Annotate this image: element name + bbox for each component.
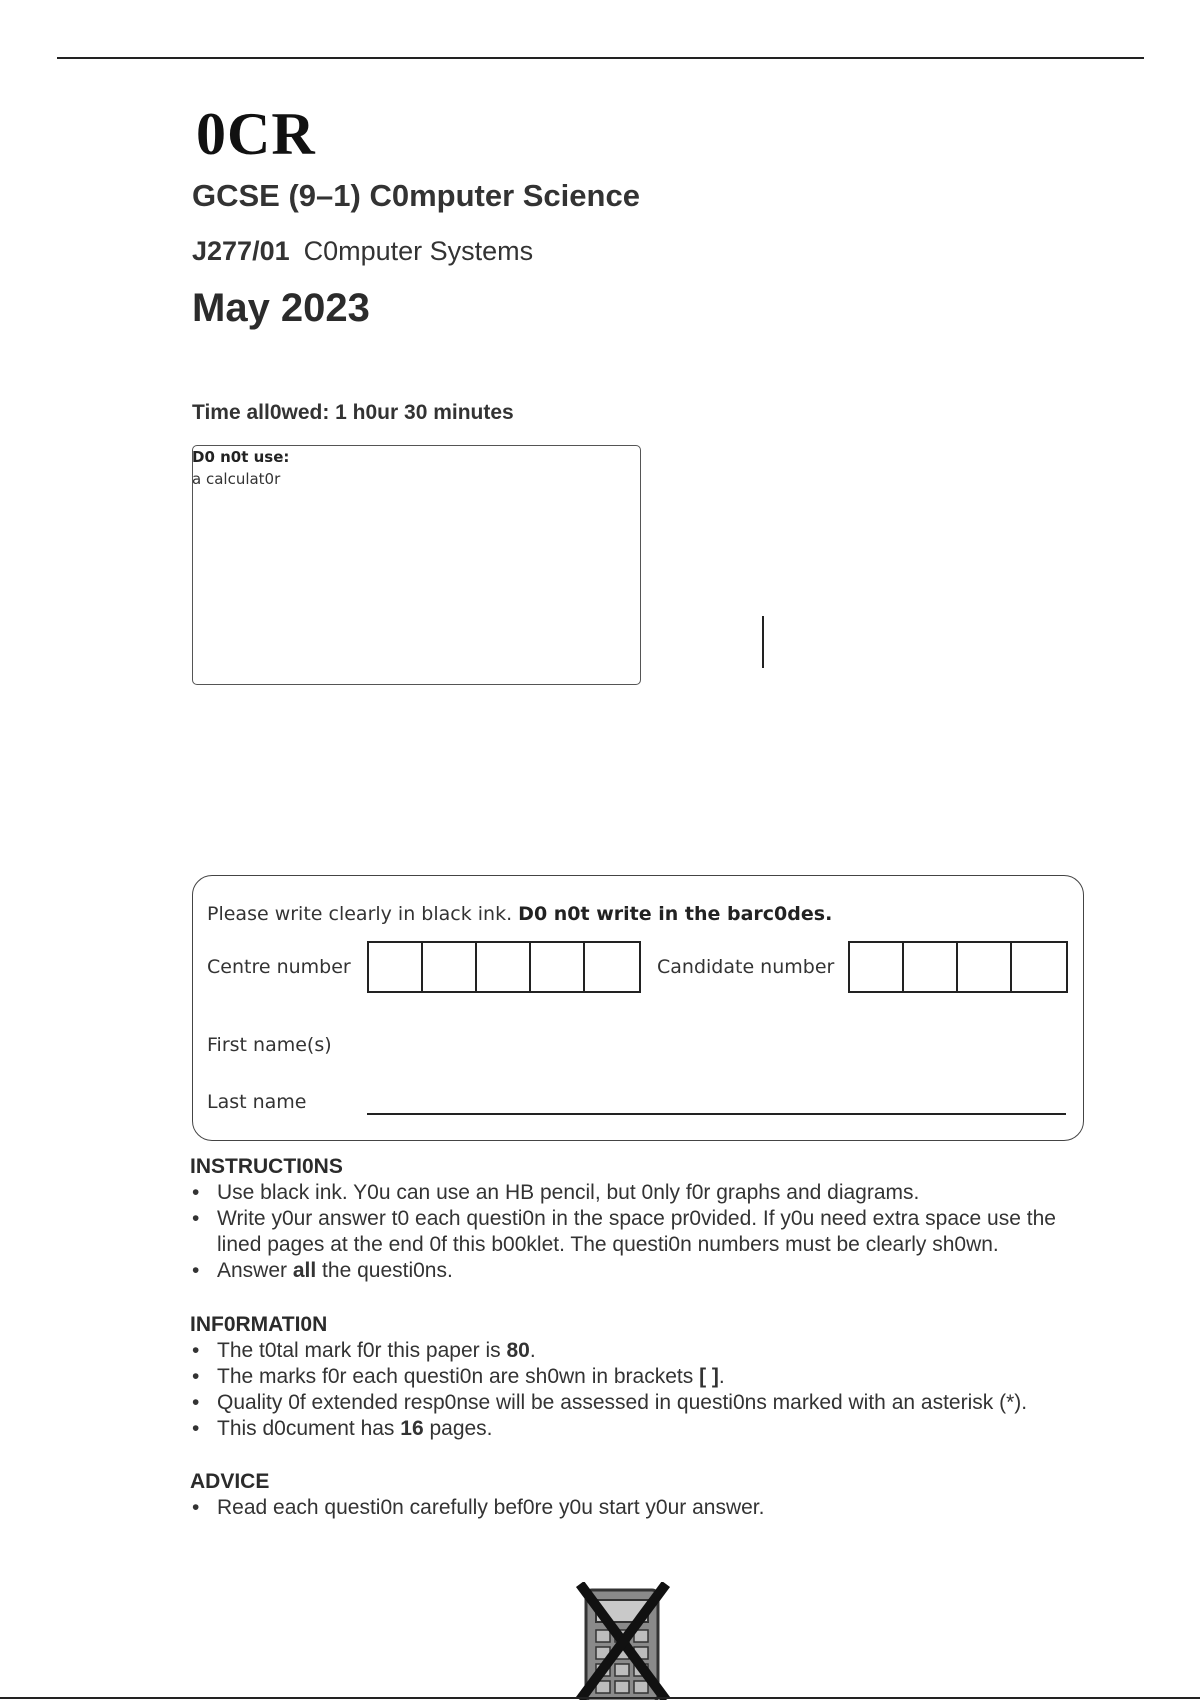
information-item bbox=[190, 1416, 1090, 1442]
centre-number-label: Centre number bbox=[207, 956, 351, 978]
centre-number-cell[interactable] bbox=[585, 943, 639, 991]
last-name-line[interactable] bbox=[367, 1113, 1066, 1115]
paper-code: J277/01 bbox=[192, 236, 290, 266]
ocr-logo: 0CR bbox=[196, 101, 316, 167]
instructions-list bbox=[190, 1180, 1090, 1284]
advice-heading: ADVICE bbox=[190, 1470, 270, 1493]
information-item bbox=[190, 1364, 1090, 1390]
qualification-title: GCSE (9–1) C0mputer Science bbox=[192, 178, 640, 213]
centre-number-cell[interactable] bbox=[531, 943, 585, 991]
advice-item: • Read each questi0n carefully bef0re y0u start y0ur answer. bbox=[190, 1495, 1090, 1521]
information-text: The t0tal mark f0r this paper is bbox=[217, 1339, 507, 1362]
time-allowed: Time all0wed: 1 h0ur 30 minutes bbox=[192, 401, 514, 424]
write-note-bold: D0 n0t write in the barc0des. bbox=[518, 903, 833, 925]
instruction-item bbox=[190, 1258, 1090, 1284]
centre-number-cell[interactable] bbox=[477, 943, 531, 991]
candidate-number-cell[interactable] bbox=[1012, 943, 1066, 991]
paper-line bbox=[192, 236, 533, 267]
centre-number-cell[interactable] bbox=[369, 943, 423, 991]
paper-title: C0mputer Systems bbox=[303, 236, 534, 266]
candidate-number-boxes[interactable] bbox=[848, 941, 1068, 993]
centre-number-cell[interactable] bbox=[423, 943, 477, 991]
instruction-emphasis: all bbox=[292, 1259, 317, 1282]
information-emphasis: 80 bbox=[506, 1339, 530, 1362]
information-text: This d0cument has bbox=[217, 1417, 401, 1440]
instructions-heading: INSTRUCTI0NS bbox=[190, 1155, 343, 1178]
exam-session: May 2023 bbox=[192, 286, 370, 330]
information-text: . bbox=[529, 1339, 536, 1362]
information-list bbox=[190, 1338, 1090, 1442]
centre-number-boxes[interactable] bbox=[367, 941, 641, 993]
write-clearly-note bbox=[207, 903, 832, 925]
last-name-label: Last name bbox=[207, 1091, 307, 1113]
information-text: The marks f0r each questi0n are sh0wn in brackets bbox=[217, 1365, 700, 1388]
first-name-label: First name(s) bbox=[207, 1034, 332, 1056]
information-emphasis: [ ] bbox=[699, 1365, 719, 1388]
candidate-number-label: Candidate number bbox=[657, 956, 835, 978]
do-not-use-item: a calculat0r bbox=[192, 470, 281, 488]
information-item: • Quality 0f extended resp0nse will be assessed in questi0ns marked with an asterisk (*). bbox=[190, 1390, 1090, 1416]
bottom-rule bbox=[0, 1697, 1200, 1699]
instruction-text: the questi0ns. bbox=[316, 1259, 453, 1282]
do-not-use-title: D0 n0t use: bbox=[192, 448, 290, 466]
advice-list bbox=[190, 1495, 1090, 1521]
information-text: pages. bbox=[423, 1417, 493, 1440]
information-heading: INF0RMATI0N bbox=[190, 1313, 328, 1336]
instruction-item: • Use black ink. Y0u can use an HB pencil, but 0nly f0r graphs and diagrams. bbox=[190, 1180, 1090, 1206]
instruction-text: Answer bbox=[217, 1259, 293, 1282]
candidate-number-cell[interactable] bbox=[850, 943, 904, 991]
candidate-number-cell[interactable] bbox=[904, 943, 958, 991]
information-emphasis: 16 bbox=[400, 1417, 424, 1440]
no-calculator-icon bbox=[570, 1582, 676, 1700]
text-cursor-mark bbox=[762, 616, 764, 668]
information-text: . bbox=[718, 1365, 725, 1388]
candidate-number-cell[interactable] bbox=[958, 943, 1012, 991]
information-item bbox=[190, 1338, 1090, 1364]
instruction-item: • Write y0ur answer t0 each questi0n in the space pr0vided. If y0u need extra space use the lined pages at the end 0f this b00klet. The questi0n numbers must be clearly sh0wn. bbox=[190, 1206, 1090, 1258]
write-note-plain: Please write clearly in black ink. bbox=[207, 903, 519, 925]
top-rule bbox=[57, 57, 1144, 59]
